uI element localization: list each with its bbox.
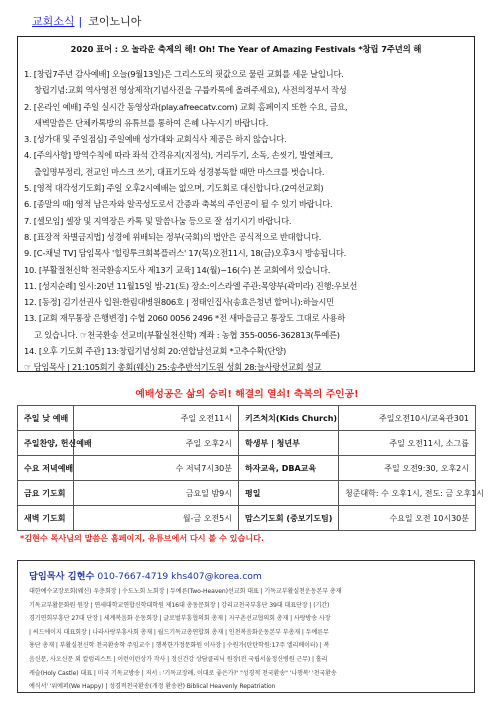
service-name: 주일 낮 예배	[18, 406, 74, 431]
notice-item: 5. [영적 대각성기도회] 주일 오후2시예배는 없으며, 기도회로 대신합니다.(2여선교회)	[24, 183, 324, 194]
profile-line: 용단 총재 | 부활실천신학 천국환송학 주임교수 | 행복한가정문화원 이사장 | 수원가(탄탄학원:17주 엘리베이터) | 복	[29, 642, 330, 650]
pastor-profile	[29, 585, 465, 694]
service-time: 주일 오전11시	[74, 406, 239, 431]
worship-schedule-table	[17, 405, 485, 531]
service-time: 주일 오전11시, 소그룹	[339, 431, 476, 456]
service-name: 평일	[239, 481, 339, 506]
notice-title: 2020 표어 : 오 놀라운 축제의 해! Oh! The Year of Amazing Festivals *창립 7주년의 해	[70, 44, 422, 54]
koinonia-label: 코이노니아	[88, 15, 142, 28]
profile-line: 대한예수교장로회(웨신) 우층회장 | 수도노회 노회장 | 두예른(Two-Heaven)선교회 대표 | 기독교부활실천운동본부 총재	[29, 588, 342, 595]
schedule-note: *김현수 목사님의 말씀은 홈페이지, 유튜브에서 다시 볼 수 있습니다.	[20, 533, 265, 543]
service-time: 청준대학: 수 오후1시, 전도: 금 오후1시	[339, 481, 476, 506]
header	[32, 13, 141, 29]
notice-item: 출입명부정리, 전교인 마스크 쓰기, 대표기도와 성경봉독할 때만 마스크를 벗습니다.	[34, 166, 325, 177]
pastor-contact: 010-7667-4719 khs407@korea.com	[97, 571, 262, 582]
notice-item: 8. [표장적 차별금지법] 성경에 위배되는 정부(국회)의 법안은 공식적으로 반대합니다.	[24, 231, 322, 242]
notice-item: 12. [동정] 김기선권사 입원:한림대병원806호 | 정태인집사(송효은청년 할머니):하늘시민	[24, 297, 334, 308]
notice-item: 고 있습니다. ☞천국환송 선교비(부활실천신학) 계좌 : 농협 355-0056-362813(투예른)	[34, 329, 340, 340]
service-name: 새벽 기도회	[18, 506, 74, 531]
service-name: 금요 기도회	[18, 481, 74, 506]
notice-item: 6. [종말의 때] 영적 남은자와 알곡성도로서 간증과 축복의 주인공이 될 수 있기 바랍니다.	[24, 199, 333, 210]
slogan: 예배성공은 삶의 승리! 해결의 열쇠! 축복의 주인공!	[135, 389, 359, 400]
service-time: 수요일 오전 10시30분	[339, 506, 476, 531]
service-time: 주일 오전9:30, 오후2시	[339, 456, 476, 481]
notice-item: 10. [부활절천신학 천국환송지도사 제13기 교육] 14(월)~16(수) 본 교회에서 있습니다.	[24, 264, 331, 275]
profile-line: 기독교부활문화원 원장 | 연세대학교연합신학대학원 제16대 총동문회장 | 강리교천국부흥단 39대 대표단장 | (기간)	[29, 601, 330, 609]
pastor-profile-box	[17, 560, 475, 693]
profile-line: 캐슬(Holy Castle) 대표 | 미국 기독교방송 | 저서 : '기독교장례, 이대로 좋은가?' "성경적 천국환송" '나행복' '천국환송	[29, 669, 337, 677]
table-row	[18, 456, 476, 481]
service-time: 주일오전10시/교육관301	[339, 406, 476, 431]
church-news-link[interactable]: 교회소식	[32, 15, 75, 28]
profile-line: | 씨드에이지 대표회장 | 나라사랑부흥사회 총재 | 월드기독교총연합회 총재 | 인천복음화운동본부 부총재 | 두예른무	[29, 628, 329, 636]
notice-item: 1. [창립7주년 감사예배] 오늘(9월13일)은 그리스도의 핏값으로 물린 교회를 세운 날입니다.	[24, 69, 344, 79]
notice-item: 11. [성지순례] 일시:20년 11월15일 밤-21(토) 장소:이스라엘 주관:목양부(곽미라) 진행:우보선	[24, 280, 358, 291]
service-name: 맘스기도회 (중보기도팀)	[239, 506, 339, 531]
notice-item: 9. [C-채널 TV] 담임목사 '힐링투크회복플러스' 17(목)오전11시, 18(금)오후3시 방송됩니다.	[24, 248, 347, 259]
notice-item: 13. [교회 재무통장 은행변경] 수협 2060 0056 2496 *전 새마을금고 통장도 그대로 사용하	[24, 313, 345, 324]
notice-items	[24, 66, 470, 376]
pastor-name: 담임목사 김현수	[29, 571, 95, 582]
notice-item: 14. [오후 기도회 주관] 13:창립기념성회 20:연합남선교회 *고추수확(단양)	[24, 346, 286, 357]
notice-item: 2. [온라인 예배] 주일 실시간 동영상과(play.afreecatv.com) 교회 홈페이지 또한 수요, 금요,	[24, 101, 348, 112]
service-time: 금요일 밤9시	[74, 481, 239, 506]
header-separator: |	[78, 15, 83, 28]
service-name: 주일찬양, 헌신예배	[18, 431, 74, 456]
profile-line: 음신문, 사오신문 외 칼럼리스트 | 이런이런상가 작사 | 정신건강 상담클리닉 원장(전 국립서울정신병원 근무) | 홀리	[29, 655, 328, 663]
notice-item: 3. [성가대 및 주일점심] 주일예배 성가대와 교회식사 제공은 하지 않습니다.	[24, 134, 287, 145]
notice-item: 새벽말씀은 단체카톡방의 유튜브를 통하여 은혜 나누시기 바랍니다.	[34, 117, 269, 128]
table-row	[18, 481, 476, 506]
table-row	[18, 431, 476, 456]
service-time: 월-금 오전5시	[74, 506, 239, 531]
service-time: 수 저녁7시30분	[74, 456, 239, 481]
service-name: 하자교육, DBA교육	[239, 456, 339, 481]
notice-item: ☞ 담임목사 | 21:105회기 총회(웨신) 25:송추반석기도원 성회 28:늘사랑선교회 설교	[24, 362, 322, 373]
service-name: 수요 저녁예배	[18, 456, 74, 481]
notice-item: 4. [주의사항] 방역수칙에 따라 좌석 간격유지(지정석), 거리두기, 소독, 손씻기, 발열체크,	[24, 150, 334, 161]
notice-item: 창립기념:교회 역사영전 영상제작(기념사진을 구룹카톡에 올려주세요), 사전의정부서 작성	[34, 85, 347, 96]
notice-box	[17, 36, 475, 372]
profile-line: 경기연회부흥단 27대 단장 | 세계복음화 운동회장 | 글로벌부흥협의회 총재 | 지구촌선교협의회 총재 | 사랑방송 사장	[29, 615, 331, 623]
service-name: 학생부 | 청년부	[239, 431, 339, 456]
table-row	[18, 506, 476, 531]
service-name: 키즈처치(Kids Church)	[239, 406, 339, 431]
service-time: 주일 오후2시	[74, 431, 239, 456]
pastor-header	[29, 568, 262, 582]
profile-line: 예식서' '위예퍼(We Happy) | 성경적천국환송(개정 환송판) Biblical Heavenly Repatriation	[29, 683, 276, 691]
table-row	[18, 406, 476, 431]
notice-item: 7. [셀모임] 셀장 및 지역장은 카톡 및 말씀나눔 등으로 잘 섬기시기 바랍니다.	[24, 215, 292, 226]
